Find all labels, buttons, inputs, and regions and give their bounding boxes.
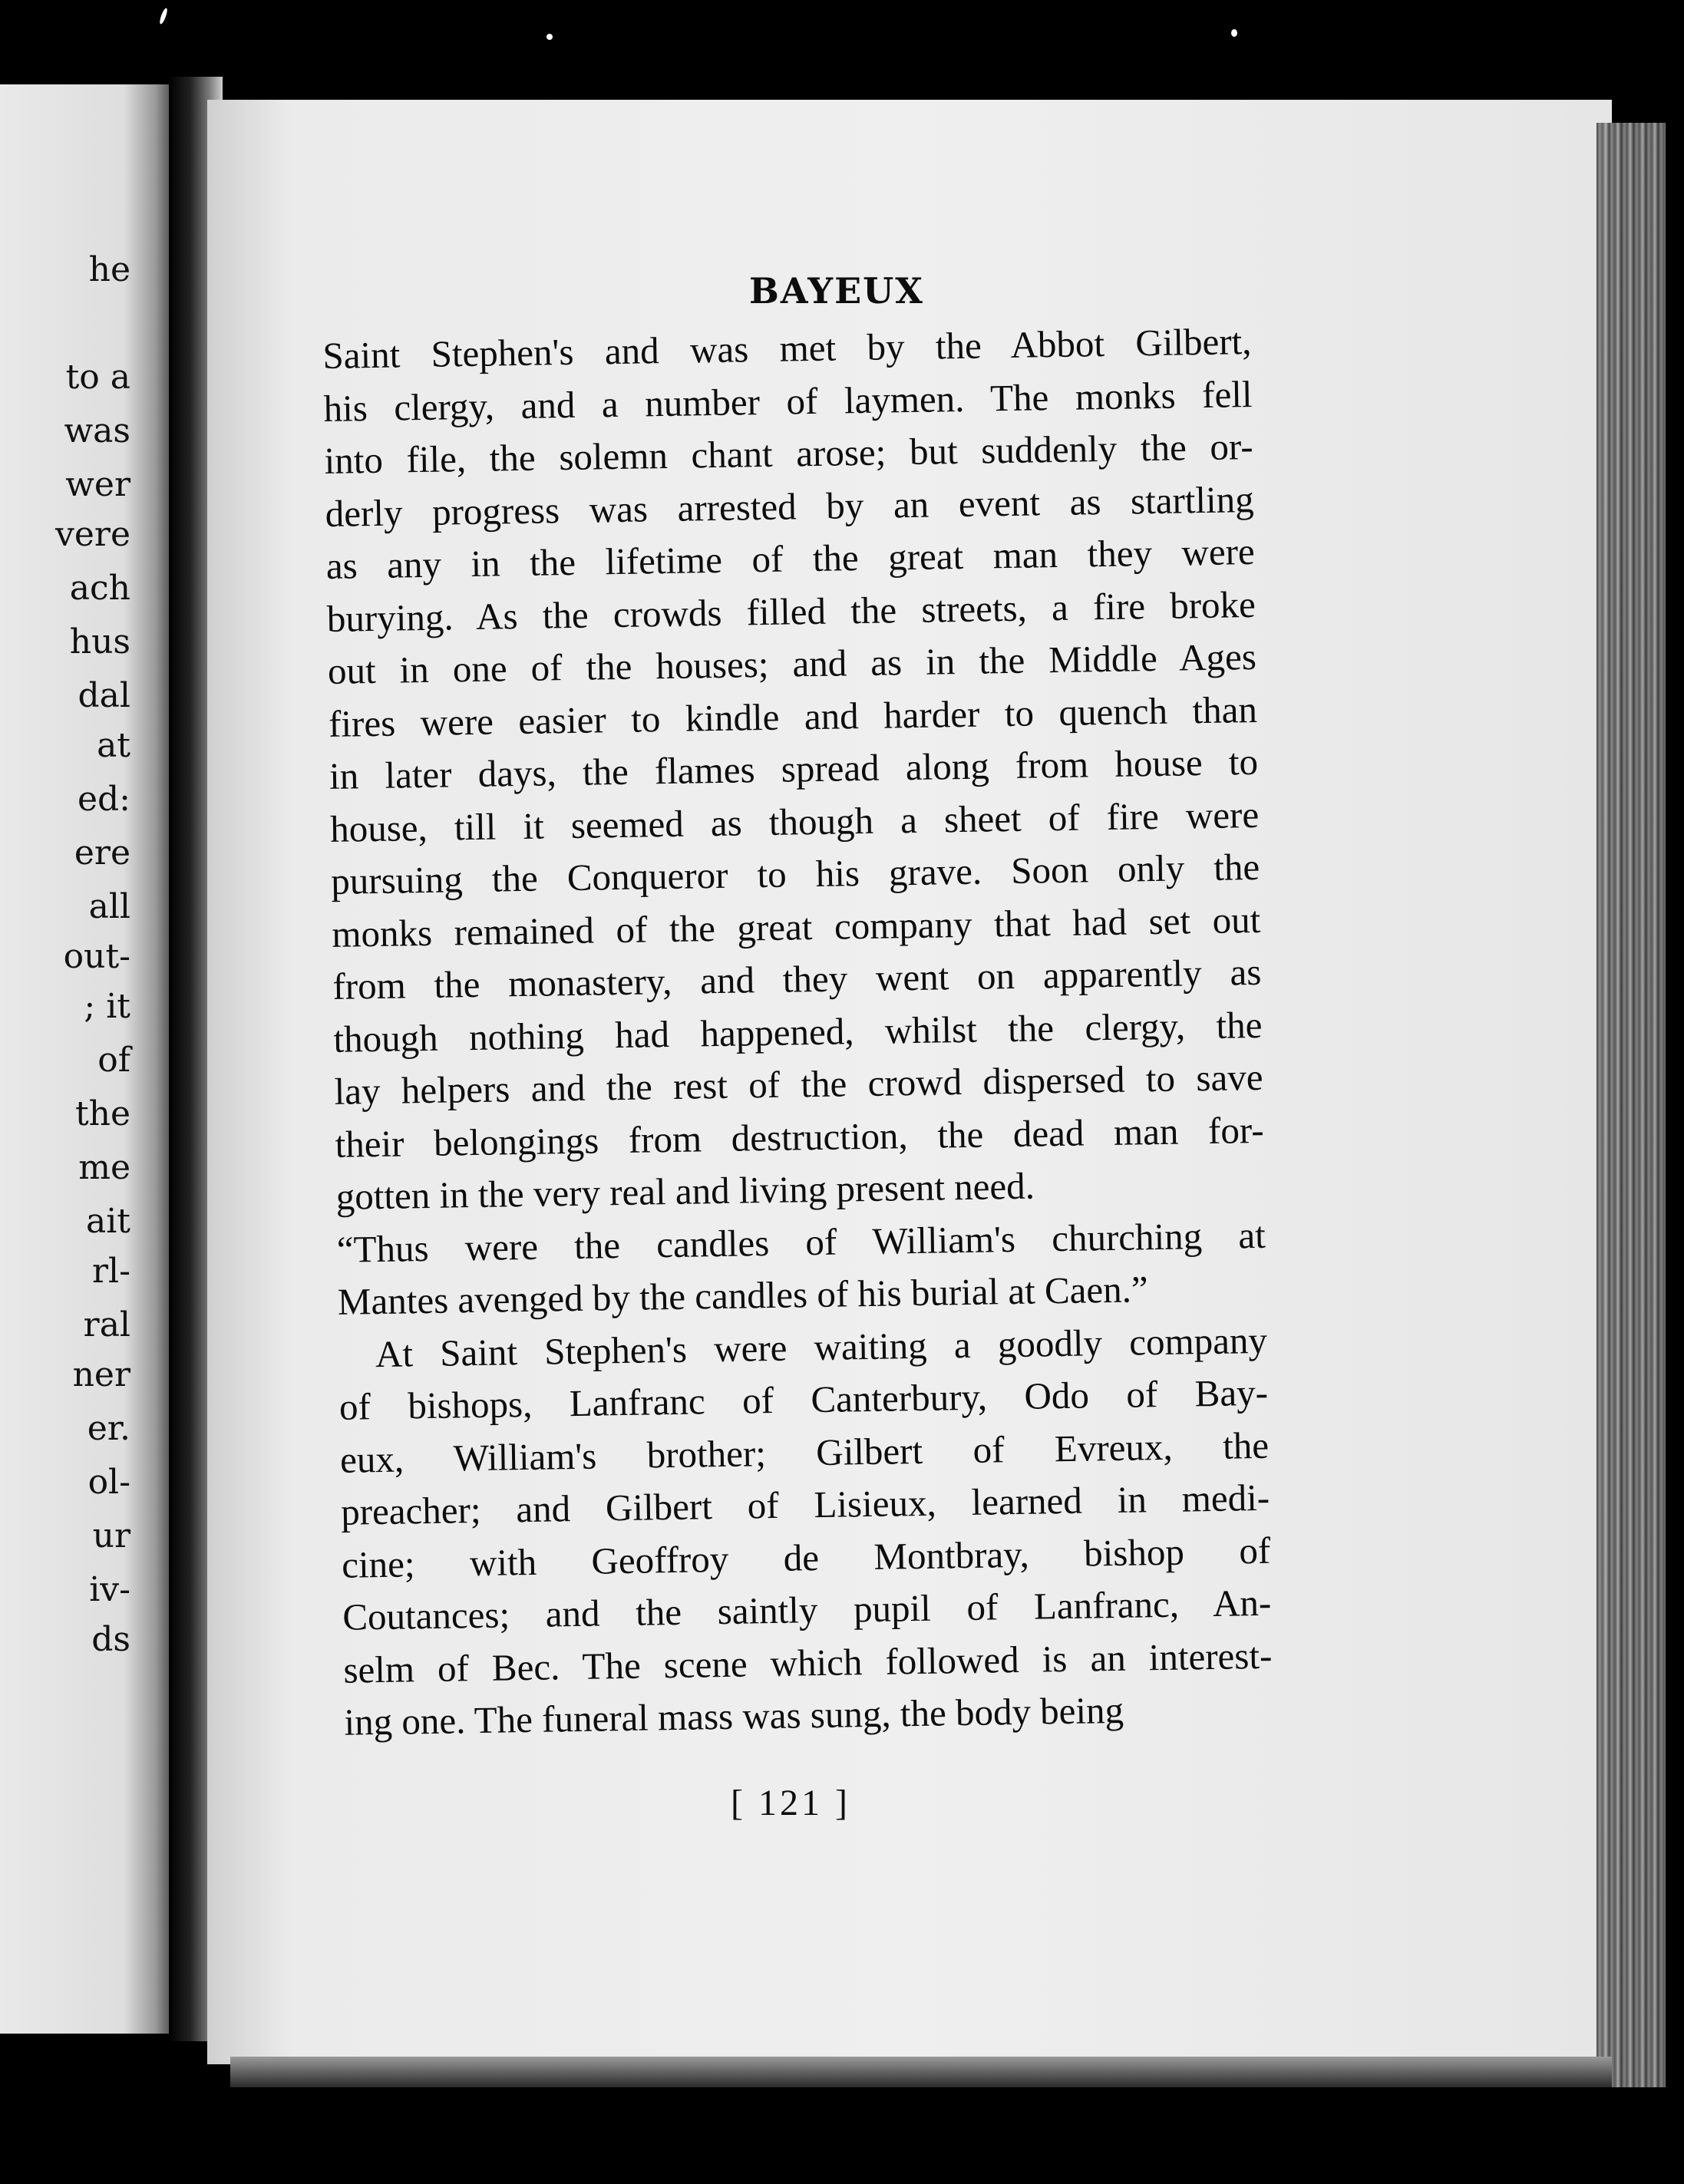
previous-page-fragment bbox=[0, 84, 177, 2034]
previous-page-line-ending: ere bbox=[74, 833, 130, 873]
scan-speck bbox=[546, 34, 553, 40]
previous-page-line-ending: iv- bbox=[89, 1570, 130, 1609]
text-line: gotten in the very real and living present need. bbox=[335, 1164, 1035, 1218]
text-line: Saint Stephen's and was met by the Abbot Gilbert, bbox=[322, 319, 1252, 377]
text-line: pursuing the Conqueror to his grave. Soon only the bbox=[330, 845, 1260, 902]
text-line: though nothing had happened, whilst the clergy, the bbox=[333, 1003, 1263, 1061]
previous-page-line-ending: to a bbox=[65, 358, 130, 397]
text-line: cine; with Geoffroy de Montbray, bishop of bbox=[341, 1529, 1271, 1586]
text-line: their belongings from destruction, the dead man for- bbox=[335, 1108, 1264, 1166]
text-line: ing one. The funeral mass was sung, the body being bbox=[344, 1688, 1124, 1744]
previous-page-line-ending: ral bbox=[83, 1305, 130, 1344]
text-line: preacher; and Gilbert of Lisieux, learned in medi- bbox=[340, 1476, 1270, 1533]
page-number: [ 121 ] bbox=[731, 1783, 850, 1823]
previous-page-line-ending: me bbox=[78, 1148, 130, 1187]
text-line: At Saint Stephen's were waiting a goodly company bbox=[375, 1318, 1268, 1375]
previous-page-line-ending: ds bbox=[91, 1620, 130, 1659]
text-line: monks remained of the great company that had set out bbox=[331, 898, 1261, 955]
previous-page-line-ending: the bbox=[74, 1094, 130, 1133]
previous-page-line-ending: ait bbox=[86, 1202, 130, 1241]
previous-page-line-ending: ol- bbox=[88, 1463, 130, 1502]
previous-page-line-ending: ur bbox=[92, 1516, 130, 1556]
text-line: “Thus were the candles of William's churching at bbox=[336, 1213, 1266, 1271]
previous-page-line-ending: at bbox=[97, 726, 130, 765]
previous-page-line-ending: er. bbox=[87, 1409, 130, 1448]
previous-page-line-ending: of bbox=[97, 1041, 130, 1080]
text-line: of bishops, Lanfranc of Canterbury, Odo of Bay- bbox=[338, 1371, 1269, 1428]
text-line: in later days, the flames spread along from house to bbox=[329, 740, 1259, 797]
text-line: fires were easier to kindle and harder to quench than bbox=[328, 688, 1258, 745]
scan-speck bbox=[1231, 29, 1237, 37]
body-text bbox=[322, 315, 1273, 1749]
text-line: his clergy, and a number of laymen. The monks fell bbox=[323, 372, 1253, 430]
text-line: Coutances; and the saintly pupil of Lanfranc, An- bbox=[342, 1581, 1272, 1638]
previous-page-line-ending: dal bbox=[78, 676, 130, 715]
previous-page-line-ending: was bbox=[64, 411, 130, 450]
text-line: house, till it seemed as though a sheet of fire were bbox=[329, 793, 1260, 850]
text-line: out in one of the houses; and as in the Middle Ages bbox=[327, 635, 1257, 692]
text-line: selm of Bec. The scene which followed is an interest- bbox=[342, 1634, 1273, 1691]
previous-page-line-ending: out- bbox=[63, 937, 130, 976]
previous-page-line-ending: ed: bbox=[77, 780, 130, 819]
text-line: as any in the lifetime of the great man they were bbox=[325, 530, 1256, 587]
previous-page-line-ending: all bbox=[88, 887, 130, 926]
previous-page-line-ending: vere bbox=[55, 515, 130, 554]
text-line: eux, William's brother; Gilbert of Evreux, the bbox=[339, 1424, 1270, 1481]
text-line: burying. As the crowds filled the streets, a fire broke bbox=[326, 582, 1256, 640]
previous-page-line-endings bbox=[23, 84, 177, 2034]
previous-page-line-ending: hus bbox=[69, 622, 130, 661]
previous-page-line-ending: ; it bbox=[84, 987, 130, 1026]
previous-page-line-ending: wer bbox=[65, 465, 130, 504]
page-fore-edge bbox=[1596, 123, 1666, 2087]
previous-page-line-ending: rl- bbox=[92, 1252, 130, 1291]
previous-page-line-ending: he bbox=[88, 250, 130, 289]
previous-page-line-ending: ach bbox=[69, 569, 130, 608]
text-line: from the monastery, and they went on apparently as bbox=[332, 950, 1262, 1008]
running-head: BAYEUX bbox=[749, 270, 924, 312]
text-line: Mantes avenged by the candles of his burial at Caen.” bbox=[337, 1268, 1149, 1323]
scan-speck bbox=[158, 8, 168, 25]
text-line: into file, the solemn chant arose; but suddenly the or- bbox=[324, 424, 1253, 482]
text-line: derly progress was arrested by an event as startling bbox=[325, 477, 1255, 535]
page-bottom-edge bbox=[230, 2057, 1612, 2087]
text-line: lay helpers and the rest of the crowd dispersed to save bbox=[334, 1055, 1263, 1113]
previous-page-line-ending: ner bbox=[72, 1355, 130, 1394]
